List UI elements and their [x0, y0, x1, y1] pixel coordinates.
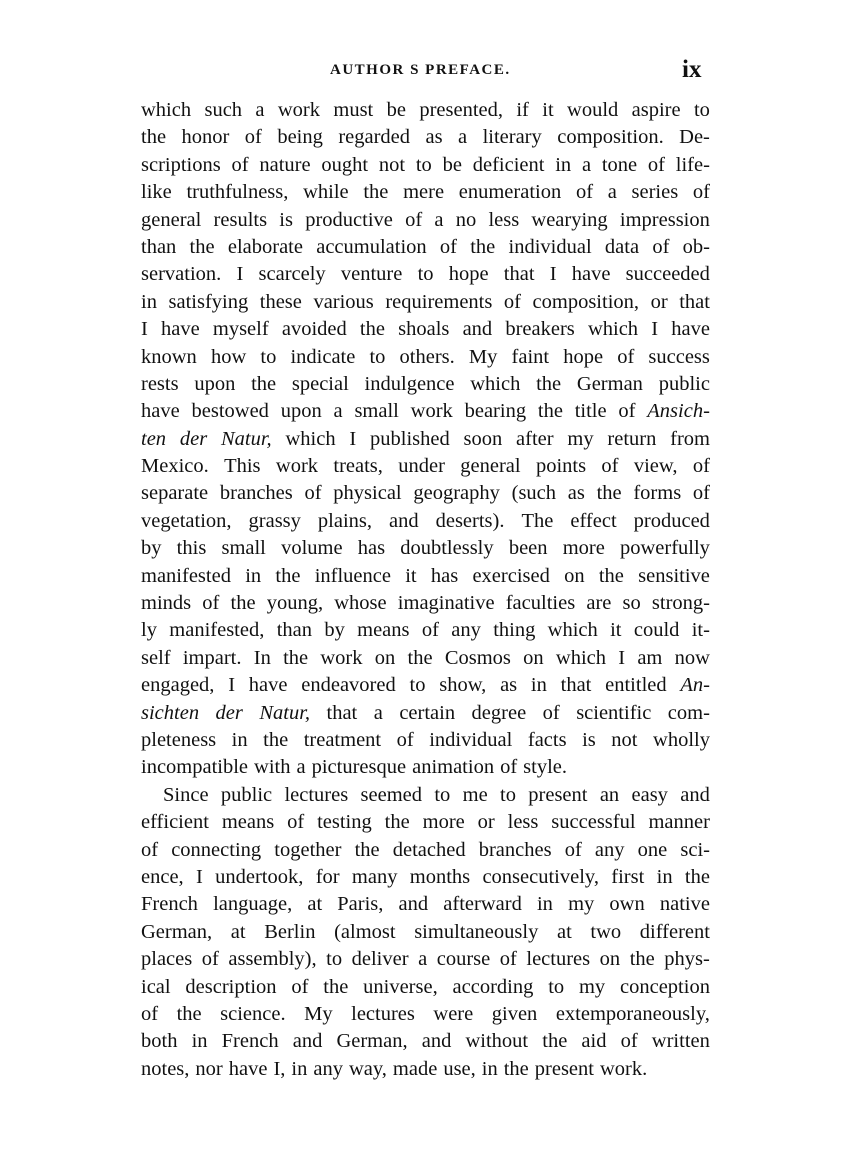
- text-line: notes, nor have I, in any way, made use, in the present work.: [141, 1057, 648, 1080]
- page-number: ix: [682, 56, 702, 83]
- text-line: by this small volume has doubtlessly been more powerfully: [141, 537, 710, 560]
- text-line: in satisfying these various requirements of composition, or that: [141, 290, 710, 313]
- text-line: ical description of the universe, according to my conception: [141, 975, 710, 998]
- body-text: [141, 97, 710, 1083]
- text-line: sichten der Natur, that a certain degree of scientific com-: [141, 701, 710, 724]
- text-line: German, at Berlin (almost simultaneously at two different: [141, 920, 710, 943]
- text-line: ten der Natur, which I published soon after my return from: [141, 427, 710, 450]
- text-line: Since public lectures seemed to me to present an easy and: [163, 783, 710, 806]
- text-line: which such a work must be presented, if it would aspire to: [141, 99, 710, 121]
- text-line: like truthfulness, while the mere enumeration of a series of: [141, 181, 710, 204]
- text-line: general results is productive of a no less wearying impression: [141, 208, 710, 231]
- running-head: AUTHOR S PREFACE.: [330, 62, 511, 78]
- text-line: incompatible with a picturesque animation of style.: [141, 756, 567, 779]
- text-line: Mexico. This work treats, under general points of view, of: [141, 455, 710, 478]
- text-line: self impart. In the work on the Cosmos on which I am now: [141, 646, 710, 669]
- text-line: ly manifested, than by means of any thing which it could it-: [141, 619, 710, 642]
- text-line: French language, at Paris, and afterward in my own native: [141, 893, 710, 916]
- paragraph-1: [141, 97, 710, 782]
- text-line: the honor of being regarded as a literary composition. De-: [141, 126, 710, 149]
- text-line: rests upon the special indulgence which the German public: [141, 372, 710, 395]
- text-line: known how to indicate to others. My faint hope of success: [141, 345, 710, 368]
- text-line: than the elaborate accumulation of the individual data of ob-: [141, 235, 710, 258]
- text-line: manifested in the influence it has exercised on the sensitive: [141, 564, 710, 587]
- text-line: efficient means of testing the more or less successful manner: [141, 811, 710, 834]
- text-line: pleteness in the treatment of individual facts is not wholly: [141, 728, 710, 751]
- text-line: I have myself avoided the shoals and breakers which I have: [141, 318, 710, 341]
- text-line: ence, I undertook, for many months consecutively, first in the: [141, 865, 710, 888]
- text-line: engaged, I have endeavored to show, as in that entitled An-: [141, 674, 710, 697]
- text-line: scriptions of nature ought not to be deficient in a tone of life-: [141, 153, 710, 176]
- paragraph-2: [141, 782, 710, 1083]
- text-line: of connecting together the detached branches of any one sci-: [141, 838, 710, 861]
- text-line: places of assembly), to deliver a course of lectures on the phys-: [141, 948, 710, 971]
- text-line: minds of the young, whose imaginative faculties are so strong-: [141, 592, 710, 615]
- text-line: vegetation, grassy plains, and deserts). The effect produced: [141, 509, 710, 532]
- text-line: have bestowed upon a small work bearing the title of Ansich-: [141, 400, 710, 423]
- text-line: separate branches of physical geography (such as the forms of: [141, 482, 710, 505]
- text-line: of the science. My lectures were given extemporaneously,: [141, 1002, 710, 1025]
- text-line: servation. I scarcely venture to hope that I have succeeded: [141, 263, 710, 286]
- text-line: both in French and German, and without the aid of written: [141, 1030, 710, 1053]
